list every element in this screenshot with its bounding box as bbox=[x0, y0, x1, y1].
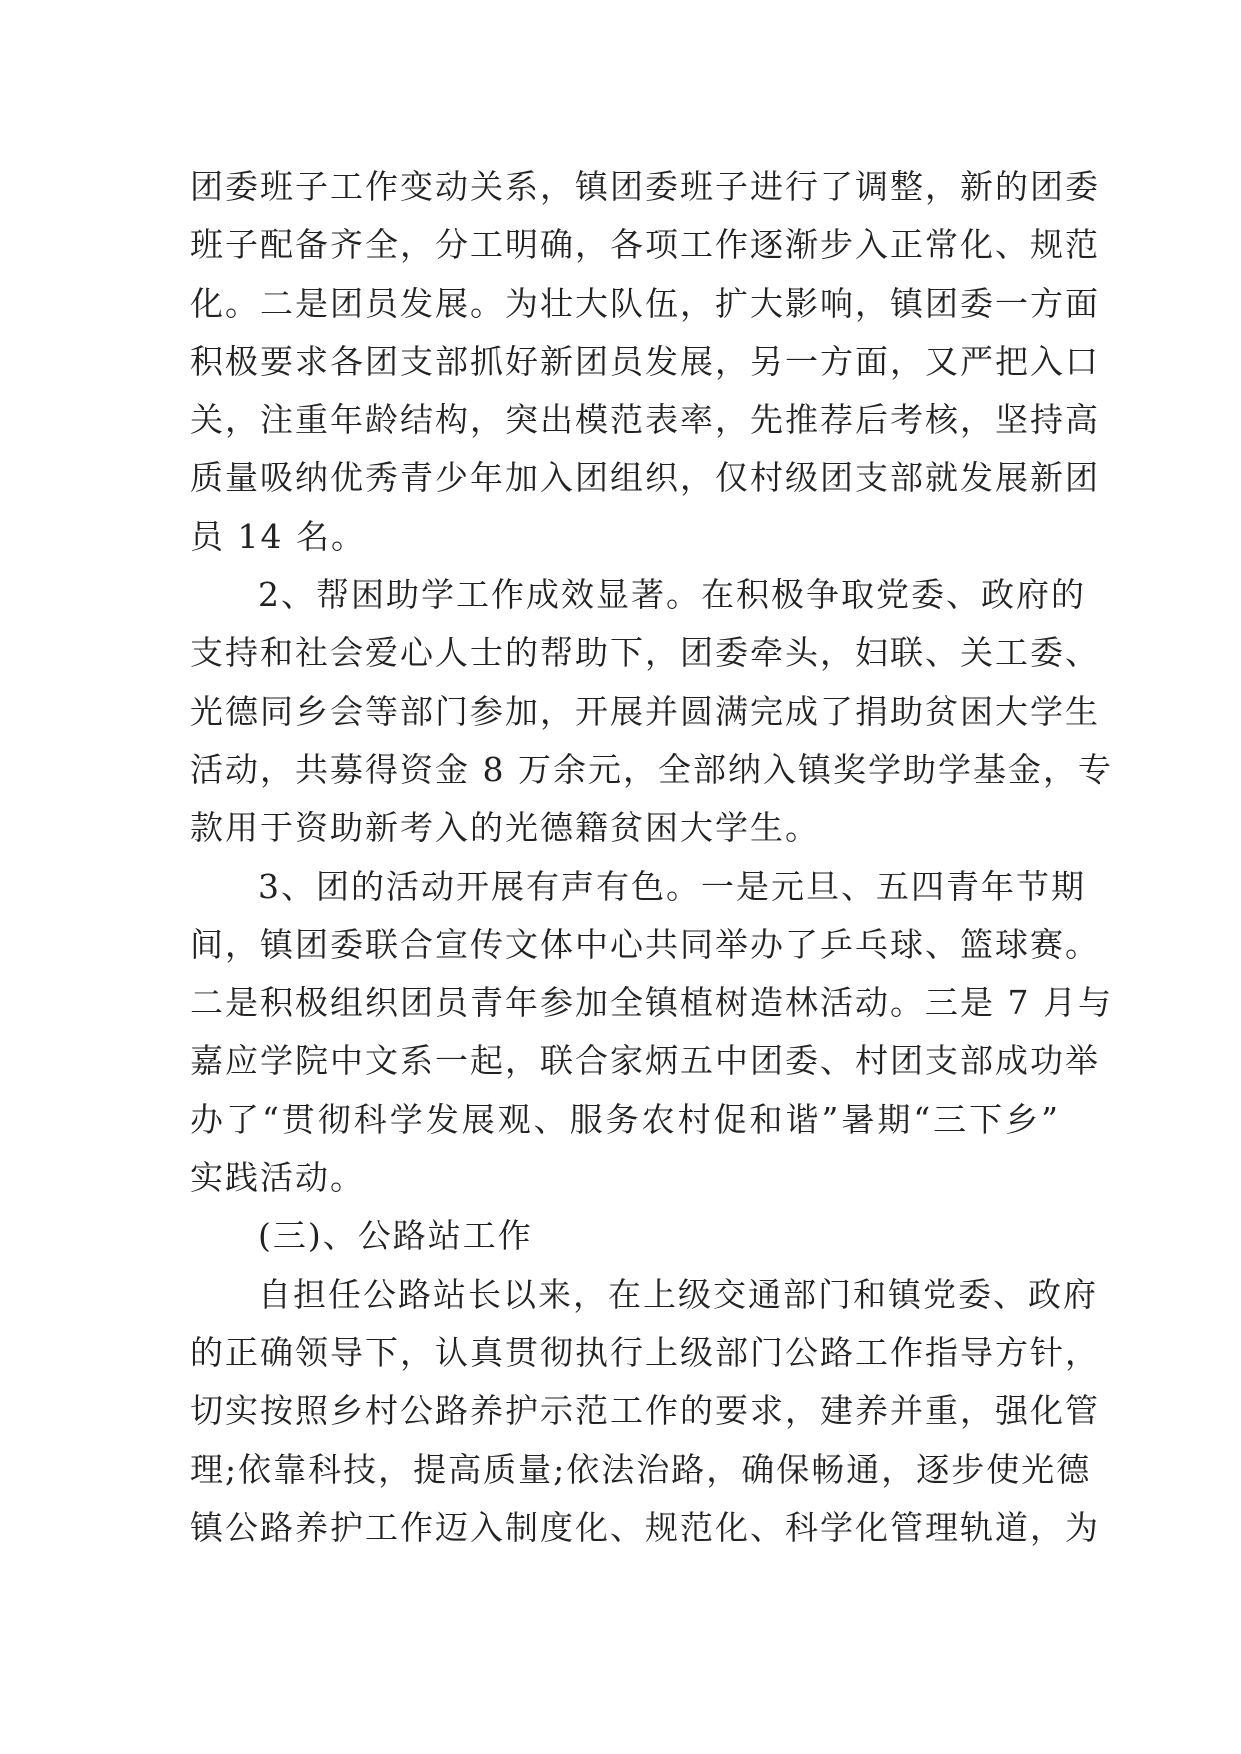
text-line: 间，镇团委联合宣传文体中心共同举办了乒乓球、篮球赛。 bbox=[190, 924, 1100, 964]
text-line: 切实按照乡村公路养护示范工作的要求，建养并重，强化管 bbox=[190, 1391, 1100, 1431]
text-line: 班子配备齐全，分工明确，各项工作逐渐步入正常化、规范 bbox=[190, 225, 1100, 265]
text-line: 活动，共募得资金 8 万余元，全部纳入镇奖学助学基金，专 bbox=[190, 749, 1113, 789]
text-line: 款用于资助新考入的光德籍贫困大学生。 bbox=[190, 808, 820, 848]
text-line: 支持和社会爱心人士的帮助下，团委牵头，妇联、关工委、 bbox=[190, 633, 1100, 673]
text-line: 的正确领导下，认真贯彻执行上级部门公路工作指导方针， bbox=[190, 1332, 1100, 1372]
text-line: 化。二是团员发展。为壮大队伍，扩大影响，镇团委一方面 bbox=[190, 283, 1100, 323]
text-line: 关，注重年龄结构，突出模范表率，先推荐后考核，坚持高 bbox=[190, 400, 1100, 440]
text-line: 积极要求各团支部抓好新团员发展，另一方面，又严把入口 bbox=[190, 341, 1100, 381]
text-line: 实践活动。 bbox=[190, 1158, 365, 1198]
text-line: 团委班子工作变动关系，镇团委班子进行了调整，新的团委 bbox=[190, 167, 1100, 206]
text-line: 理;依靠科技，提高质量;依法治路，确保畅通，逐步使光德 bbox=[190, 1449, 1092, 1489]
text-line: 2、帮困助学工作成效显著。在积极争取党委、政府的 bbox=[258, 575, 1086, 615]
text-line: 质量吸纳优秀青少年加入团组织，仅村级团支部就发展新团 bbox=[190, 458, 1100, 498]
document-body bbox=[190, 158, 1113, 1557]
text-line: 光德同乡会等部门参加，开展并圆满完成了捐助贫困大学生 bbox=[190, 691, 1100, 731]
text-line: 嘉应学院中文系一起，联合家炳五中团委、村团支部成功举 bbox=[190, 1041, 1100, 1081]
text-line: (三)、公路站工作 bbox=[258, 1216, 533, 1256]
text-line: 员 14 名。 bbox=[190, 516, 366, 556]
text-line: 3、团的活动开展有声有色。一是元旦、五四青年节期 bbox=[258, 866, 1086, 906]
text-line: 二是积极组织团员青年参加全镇植树造林活动。三是 7 月与 bbox=[190, 983, 1113, 1023]
text-line: 办了“贯彻科学发展观、服务农村促和谐”暑期“三下乡” bbox=[190, 1099, 1060, 1139]
text-line: 自担任公路站长以来，在上级交通部门和镇党委、政府 bbox=[258, 1274, 1098, 1314]
text-line: 镇公路养护工作迈入制度化、规范化、科学化管理轨道，为 bbox=[190, 1507, 1100, 1547]
